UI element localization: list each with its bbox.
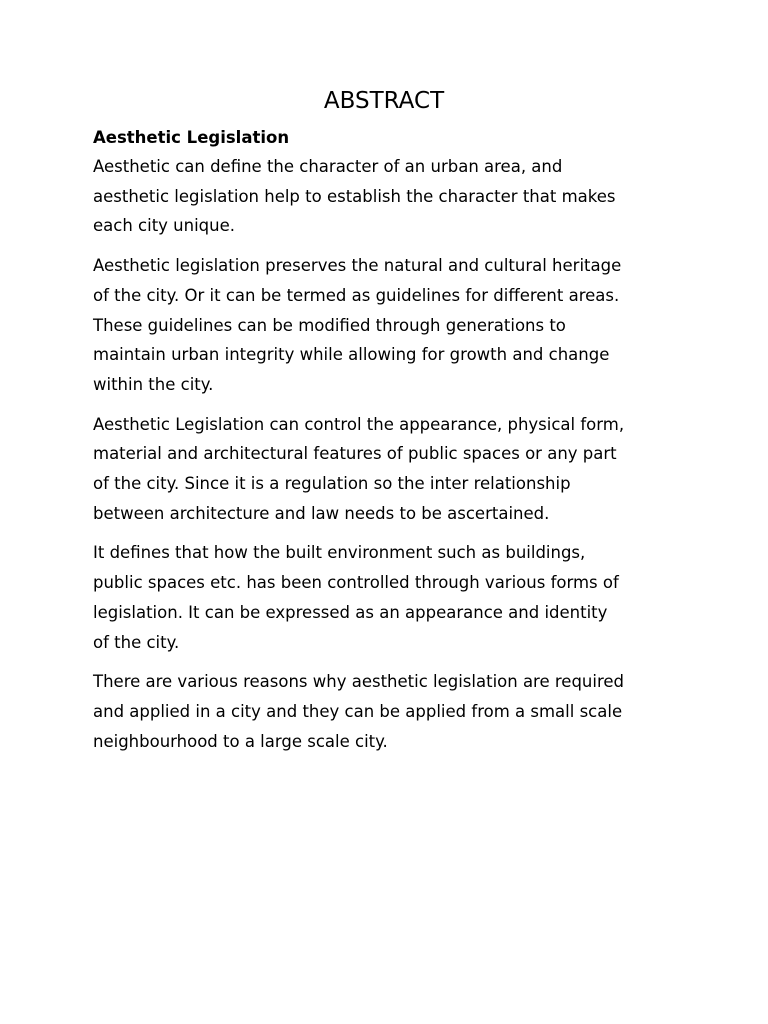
paragraph-line: material and architectural features of public spaces or any part	[93, 444, 617, 464]
paragraph-line: and applied in a city and they can be applied from a small scale	[93, 701, 623, 721]
paragraph-line: public spaces etc. has been controlled through various forms of	[93, 573, 619, 593]
paragraph-line: of the city.	[93, 632, 180, 652]
paragraph-line: maintain urban integrity while allowing for growth and change	[93, 345, 610, 365]
paragraph-line: of the city. Or it can be termed as guidelines for different areas.	[93, 285, 620, 305]
paragraph-line: legislation. It can be expressed as an appearance and identity	[93, 602, 608, 622]
paragraph-line: There are various reasons why aesthetic legislation are required	[93, 672, 625, 692]
document-body	[93, 124, 693, 766]
paragraph-2	[93, 251, 693, 400]
paragraph-line: These guidelines can be modified through generations to	[93, 315, 566, 335]
paragraph-line: Aesthetic legislation preserves the natural and cultural heritage	[93, 256, 622, 276]
paragraph-3	[93, 410, 693, 529]
paragraph-line: Aesthetic Legislation can control the appearance, physical form,	[93, 414, 625, 434]
paragraph-line: Aesthetic can define the character of an urban area, and	[93, 157, 563, 176]
paragraph-5	[93, 667, 693, 756]
page-title: ABSTRACT	[323, 88, 445, 114]
paragraph-line: It defines that how the built environment such as buildings,	[93, 543, 586, 563]
paragraph-4	[93, 538, 693, 657]
paragraph-line: of the city. Since it is a regulation so the inter relationship	[93, 474, 571, 494]
paragraph-line: neighbourhood to a large scale city.	[93, 731, 388, 751]
paragraph-line: between architecture and law needs to be ascertained.	[93, 503, 550, 523]
paragraph-1	[93, 152, 693, 241]
paragraph-line: each city unique.	[93, 216, 235, 236]
section-heading: Aesthetic Legislation	[93, 128, 290, 147]
paragraph-line: within the city.	[93, 374, 214, 394]
paragraph-line: aesthetic legislation help to establish the character that makes	[93, 186, 616, 206]
